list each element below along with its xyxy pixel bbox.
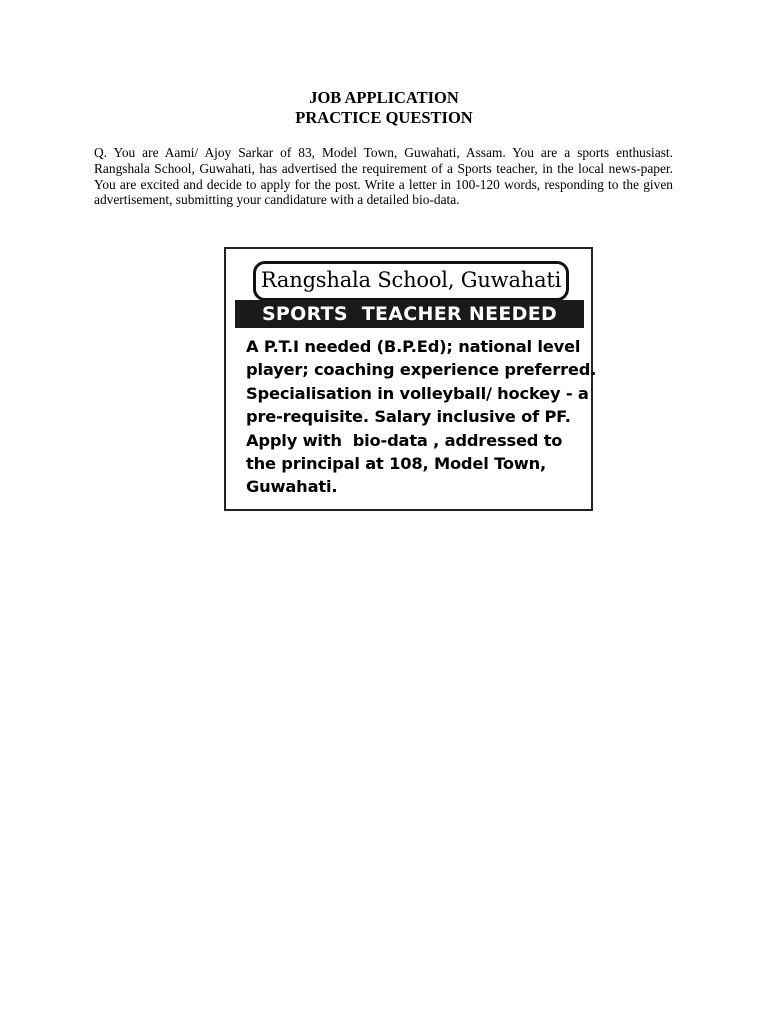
title-line-2: PRACTICE QUESTION xyxy=(295,108,473,127)
ad-line-5: Apply with bio-data , addressed to xyxy=(246,430,563,450)
advertisement-body xyxy=(246,335,597,499)
title-line-1: JOB APPLICATION xyxy=(309,88,459,107)
question-paragraph: Q. You are Aami/ Ajoy Sarkar of 83, Model Town, Guwahati, Assam. You are a sports enthusiast. Rangshala School, Guwahati, has advertised the requirement of a Sports teacher, in the local news-paper. You are excited and decide to apply for the post. Write a letter in 100-120 words, responding to the given advertisement, submitting your candidature with a detailed bio-data. xyxy=(94,145,673,208)
ad-line-1: A P.T.I needed (B.P.Ed); national level xyxy=(246,337,581,356)
advertisement-banner xyxy=(235,300,584,328)
school-name-heading: Rangshala School, Guwahati xyxy=(253,261,569,301)
ad-line-6: the principal at 108, Model Town, xyxy=(246,454,547,474)
ad-line-3: Specialisation in volleyball/ hockey - a xyxy=(246,383,589,403)
ad-line-7: Guwahati. xyxy=(246,477,338,497)
page-title xyxy=(0,88,768,128)
banner-text: SPORTS TEACHER NEEDED xyxy=(261,303,558,325)
advertisement-box xyxy=(224,247,597,511)
ad-line-4: pre-requisite. Salary inclusive of PF. xyxy=(246,407,571,427)
ad-line-2: player; coaching experience preferred. xyxy=(246,360,597,380)
